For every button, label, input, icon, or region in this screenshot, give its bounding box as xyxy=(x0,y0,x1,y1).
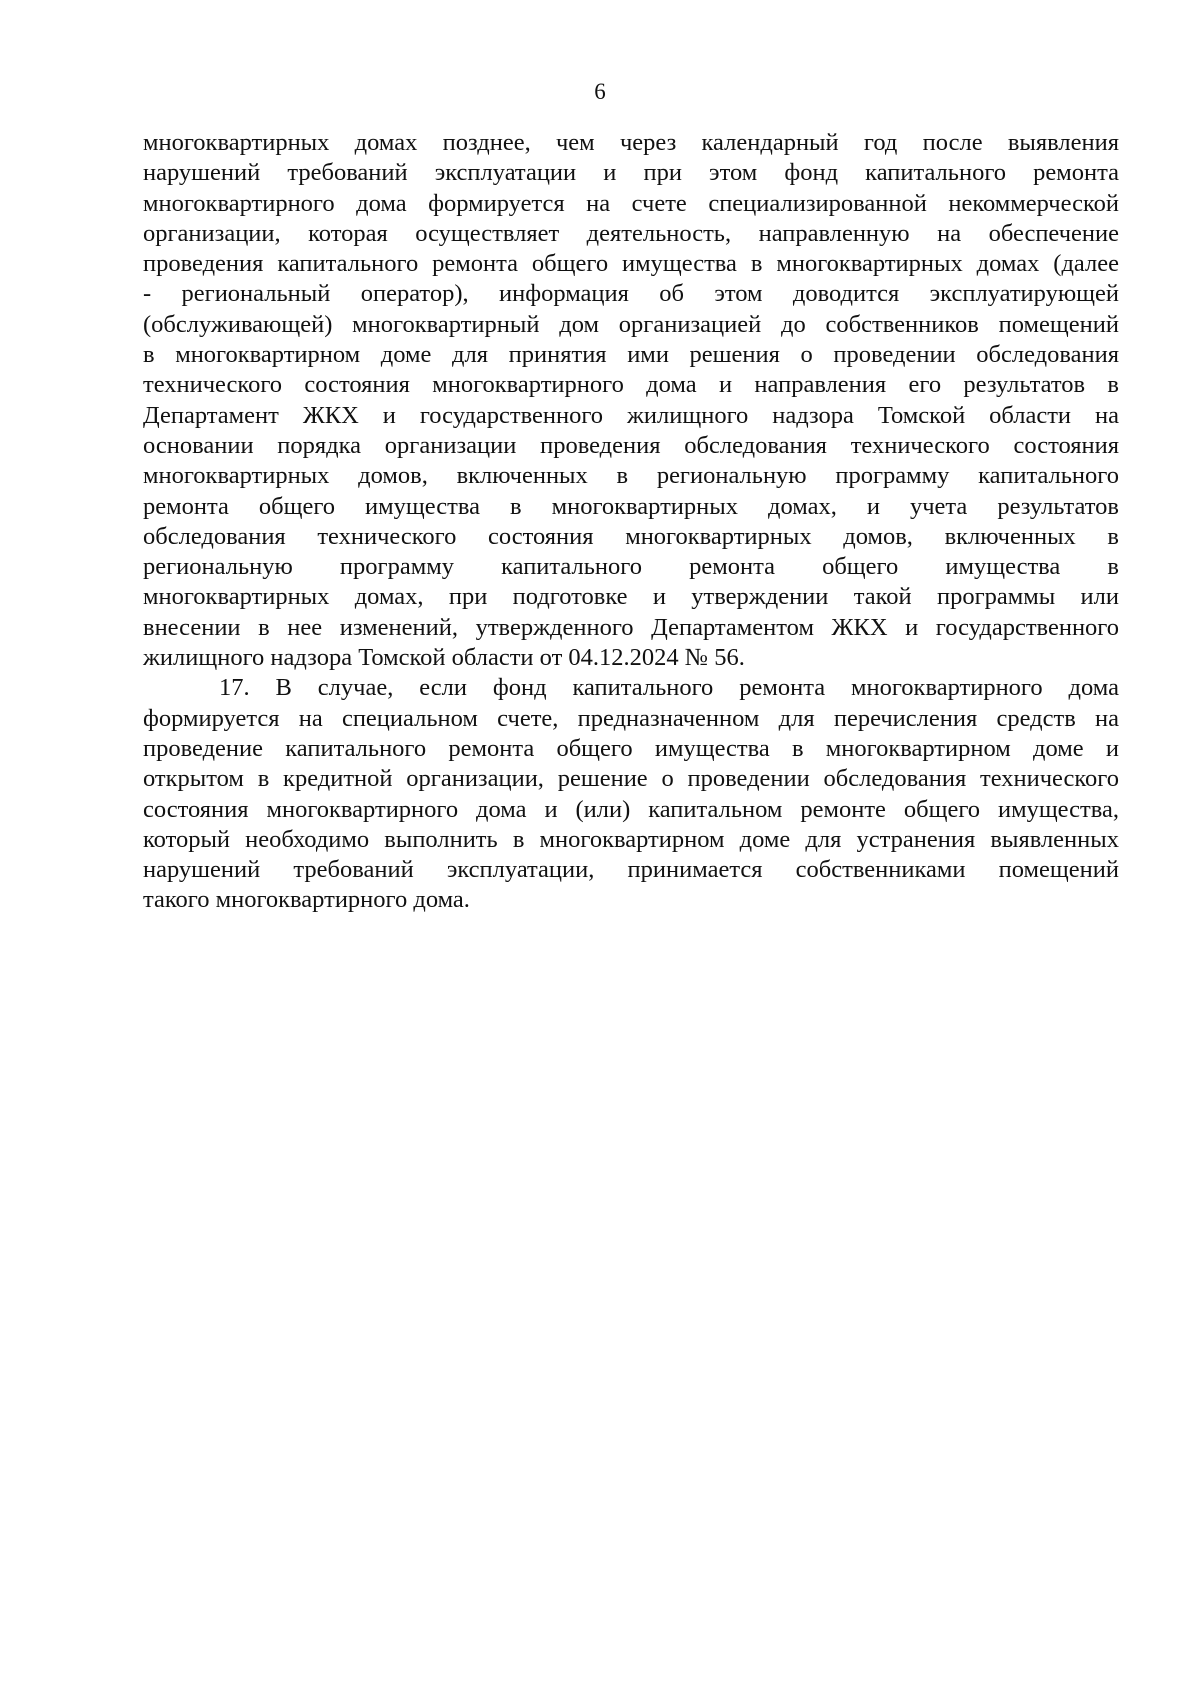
text-line: внесении в нее изменений, утвержденного Департаментом ЖКХ и государственного xyxy=(143,613,1119,641)
text-line: который необходимо выполнить в многоквартирном доме для устранения выявленных xyxy=(143,825,1119,853)
paragraph-17 xyxy=(143,673,1119,915)
document-body xyxy=(143,128,1119,916)
text-line: такого многоквартирного дома. xyxy=(143,886,470,914)
text-line: 17. В случае, если фонд капитального ремонта многоквартирного дома xyxy=(219,674,1119,702)
text-line: многоквартирных домах позднее, чем через календарный год после выявления xyxy=(143,129,1119,156)
text-line: обследования технического состояния многоквартирных домов, включенных в xyxy=(143,522,1119,550)
text-line: - региональный оператор), информация об этом доводится эксплуатирующей xyxy=(143,280,1119,308)
text-line: многоквартирного дома формируется на счете специализированной некоммерческой xyxy=(143,189,1119,217)
text-line: состояния многоквартирного дома и (или) капитальном ремонте общего имущества, xyxy=(143,795,1119,823)
text-line: открытом в кредитной организации, решение о проведении обследования технического xyxy=(143,765,1119,793)
text-line: нарушений требований эксплуатации, принимается собственниками помещений xyxy=(143,856,1119,884)
text-line: многоквартирных домах, при подготовке и утверждении такой программы или xyxy=(143,583,1119,611)
text-line: формируется на специальном счете, предназначенном для перечисления средств на xyxy=(143,704,1119,732)
text-line: нарушений требований эксплуатации и при этом фонд капитального ремонта xyxy=(143,159,1119,187)
text-line: жилищного надзора Томской области от 04.12.2024 № 56. xyxy=(143,644,745,672)
text-line: в многоквартирном доме для принятия ими решения о проведении обследования xyxy=(143,341,1119,369)
text-line: технического состояния многоквартирного дома и направления его результатов в xyxy=(143,371,1119,399)
text-line: многоквартирных домов, включенных в региональную программу капитального xyxy=(143,462,1119,490)
text-line: Департамент ЖКХ и государственного жилищного надзора Томской области на xyxy=(143,401,1119,429)
text-line: проведение капитального ремонта общего имущества в многоквартирном доме и xyxy=(143,734,1119,762)
paragraph-continuation xyxy=(143,128,1119,673)
text-line: (обслуживающей) многоквартирный дом организацией до собственников помещений xyxy=(143,310,1119,338)
text-line: ремонта общего имущества в многоквартирных домах, и учета результатов xyxy=(143,492,1119,520)
page-number: 6 xyxy=(594,79,606,104)
text-line: основании порядка организации проведения обследования технического состояния xyxy=(143,431,1119,459)
text-line: региональную программу капитального ремонта общего имущества в xyxy=(143,553,1119,581)
text-line: организации, которая осуществляет деятельность, направленную на обеспечение xyxy=(143,219,1119,247)
text-line: проведения капитального ремонта общего имущества в многоквартирных домах (далее xyxy=(143,250,1119,278)
